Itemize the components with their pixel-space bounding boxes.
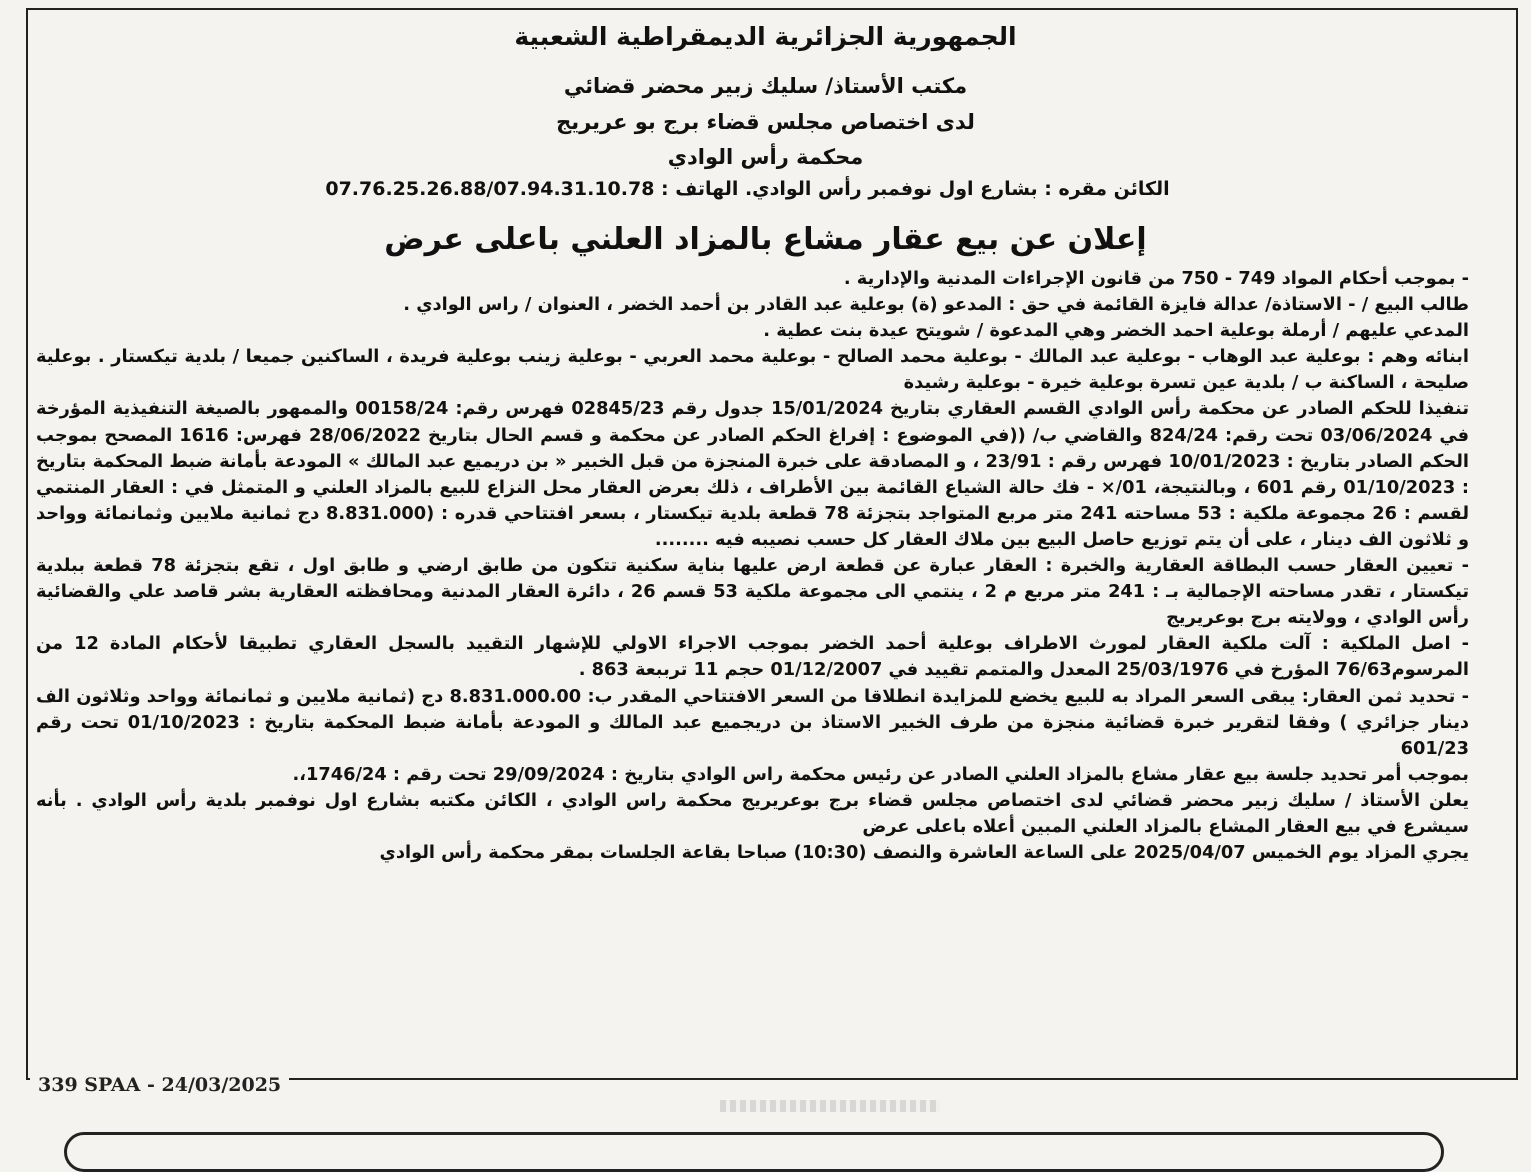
ownership-origin-paragraph: - اصل الملكية : آلت ملكية العقار لمورث الاطراف بوعلية أحمد الخضر بموجب الاجراء الاولي للإشهار التقييد بالسجل العقاري تطبيقا لأحكام المادة 12 من المرسوم76/63 المؤرخ في 25/03/1976 المعدل والمتمم تقييد في 01/12/2007 حجم 11 ترببعة 863 . [36,633,1470,681]
next-announcement-border [64,1132,1444,1172]
announcement-body [36,266,1469,866]
announcement-title: إعلان عن بيع عقار مشاع بالمزاد العلني باعلى عرض [384,222,1147,257]
office-address: الكائن مقره : بشارع اول نوفمبر رأس الوادي. الهاتف : 07.76.25.26.88/07.94.31.10.78 [325,178,1170,200]
jurisdiction-heading: لدى اختصاص مجلس قضاء برج بو عريريج [556,110,975,134]
publication-reference: 339 SPAA - 24/03/2025 [30,1072,289,1098]
bailiff-notice-paragraph: يعلن الأستاذ / سليك زبير محضر قضائي لدى اختصاص مجلس قضاء برج بوعريريج محكمة راس الوادي ، الكائن مكتبه بشارع اول نوفمبر بلدية رأس الوادي . بأنه سيشرع في بيع العقار المشاع بالمزاد العلني المبين أعلاه باعلى عرض [36,789,1469,837]
seller-paragraph: طالب البيع / - الاستاذة/ عدالة فايزة القائمة في حق : المدعو (ة) بوعلية عبد القادر بن أحمد الخضر ، العنوان / راس الوادي . [403,294,1469,316]
legal-basis-paragraph: - بموجب أحكام المواد 749 - 750 من قانون الإجراءات المدنية والإدارية . [843,268,1469,289]
defendants-paragraph: المدعي عليهم / أرملة بوعلية احمد الخضر وهي المدعوة / شويتح عيدة بنت عطية . [763,320,1469,342]
judgment-paragraph: تنفيذا للحكم الصادر عن محكمة رأس الوادي القسم العقاري بتاريخ 15/01/2024 جدول رقم 02845/23 فهرس رقم: 00158/24 والممهور بالصيغة التنفيذية المؤرخة في 03/06/2024 تحت رقم: 824/24 والقاضي ب/ ((في الموضوع : إفراغ الحكم الصادر عن محكمة و قسم الحال بتاريخ 28/06/2022 فهرس: 1616 المصحح بموجب الحكم الصادر بتاريخ : 10/01/2023 فهرس رقم : 23/91 ، و المصادقة على خبرة المنجزة من قبل الخبير « بن دريميع عبد المالك » المودعة بأمانة ضبط المحكمة بتاريخ : 01/10/2023 رقم 601 ، وبالنتيجة، 01/× - فك حالة الشياع القائمة بين الأطراف ، ذلك بعرض العقار محل النزاع للبيع بالمزاد العلني و المتمثل في : العقار المنتمي لقسم : 26 مجموعة ملكية : 53 مساحته 241 متر مربع المتواجد بتجزئة 78 قطعة بلدية تيكستار ، بسعر افتتاحي قدره : (8.831.000 دج ثمانية ملايين وثمانمائة وواحد و ثلاثون الف دينار ، على أن يتم توزيع حاصل البيع بين ملاك العقار كل حسب نصيبه فيه ........ [36,398,1469,550]
property-description-paragraph: - تعيين العقار حسب البطاقة العقارية والخبرة : العقار عبارة عن قطعة ارض عليها بناية سكنية تتكون من طابق ارضي و طابق اول ، تقع بتجزئة 78 قطعة ببلدية تيكستار ، تقدر مساحته الإجمالية بـ : 241 متر مربع م 2 ، ينتمي الى مجموعة ملكية 53 قسم 26 ، دائرة العقار المدنية ومحافظته العقارية بشر قاصد علي والقضائية رأس الوادي ، وولايته برج بوعريريج [36,555,1470,629]
print-smudge [720,1100,940,1112]
session-order-paragraph: بموجب أمر تحديد جلسة بيع عقار مشاع بالمزاد العلني الصادر عن رئيس محكمة راس الوادي بتاريخ : 29/09/2024 تحت رقم : 1746/24،. [292,763,1469,785]
auction-date-paragraph: يجري المزاد يوم الخميس 2025/04/07 على الساعة العاشرة والنصف (10:30) صباحا بقاعة الجلسات بمقر محكمة رأس الوادي [379,842,1469,864]
republic-heading: الجمهورية الجزائرية الديمقراطية الشعبية [514,22,1017,51]
office-heading: مكتب الأستاذ/ سليك زبير محضر قضائي [563,74,968,98]
heirs-paragraph: ابنائه وهم : بوعلية عبد الوهاب - بوعلية عبد المالك - بوعلية محمد الصالح - بوعلية محمد العربي - بوعلية زينب بوعلية فريدة ، الساكنين جميعا / بلدية تيكستار . بوعلية صليحة ، الساكنة ب / بلدية عين تسرة بوعلية خيرة - بوعلية رشيدة [36,346,1469,394]
price-paragraph: - تحديد ثمن العقار: يبقى السعر المراد به للبيع يخضع للمزايدة انطلاقا من السعر الافتتاحي المقدر ب: 8.831.000.00 دج (ثمانية ملايين و ثمانمائة وواحد وثلاثون الف دينار جزائري ) وفقا لتقرير خبرة قضائية منجزة من طرف الخبير الاستاذ بن دريجميع عبد المالك و المودعة بأمانة ضبط المحكمة بتاريخ : 01/10/2023 تحت رقم 601/23 [36,685,1469,759]
court-heading: محكمة رأس الوادي [667,145,864,169]
